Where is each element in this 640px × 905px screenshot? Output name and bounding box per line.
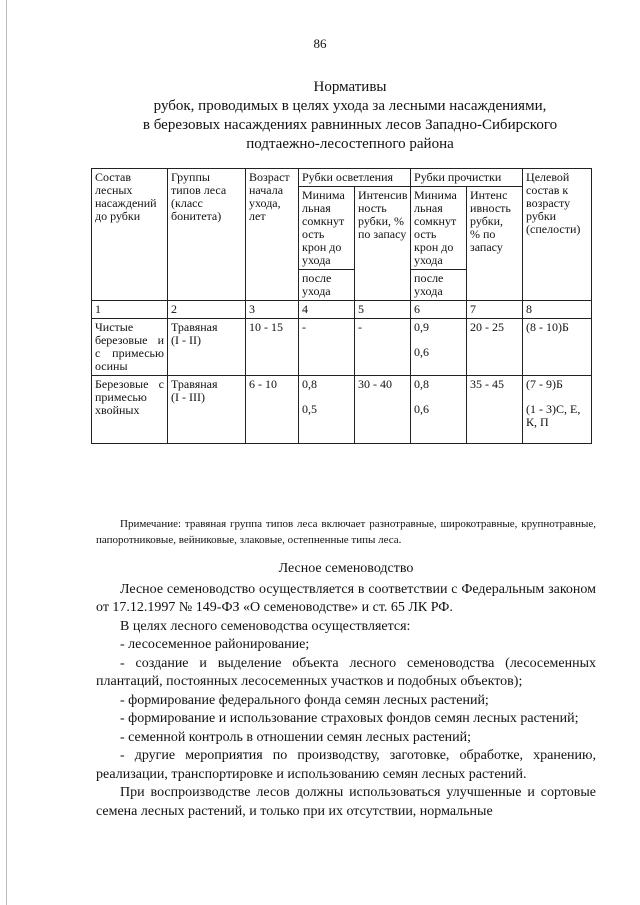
- cell-forest-type: Травяная (I - III): [168, 376, 246, 444]
- title-line-4: подтаежно-лесостепного района: [246, 136, 454, 152]
- header-target-composition: Целевой состав к возрасту рубки (спелости): [523, 169, 592, 301]
- list-item: - создание и выделение объекта лесного семеноводства (лесосеменных плантаций, постоянных лесосеменных участков и подобных объектов);: [96, 655, 596, 689]
- table-title: [60, 78, 640, 154]
- col-number: 8: [523, 301, 592, 319]
- col-number: 3: [246, 301, 299, 319]
- target-main: (8 - 10)Б: [526, 320, 569, 334]
- density-after: 0,6: [414, 402, 430, 416]
- title-line-1: Нормативы: [313, 79, 387, 95]
- target-admixture: (1 - 3)С, Е, К, П: [526, 402, 581, 429]
- header-row: [92, 169, 592, 187]
- table-row: [92, 319, 592, 376]
- cell-intensity-lightening: -: [355, 319, 411, 376]
- density-after: 0,6: [414, 345, 430, 359]
- col-number: 1: [92, 301, 168, 319]
- title-line-2: рубок, проводимых в целях ухода за лесными насаждениями,: [153, 98, 547, 114]
- cell-density-lightening: [299, 376, 355, 444]
- title-line-3: в березовых насаждениях равнинных лесов Западно-Сибирского: [142, 117, 558, 133]
- density-before: 0,8: [302, 377, 317, 391]
- cell-intensity-thinning: 20 - 25: [467, 319, 523, 376]
- list-item: - другие мероприятия по производству, заготовке, обработке, хранению, реализации, транспортировке и использованию семян лесных растений.: [96, 748, 596, 782]
- header-intensity-lightening: Интенсив ность рубки, % по запасу: [355, 187, 411, 301]
- header-min-density-lightening: Минима льная сомкнут ость крон до ухода: [299, 187, 355, 270]
- cell-min-density-lightening: -: [299, 319, 355, 376]
- list-item: - семенной контроль в отношении семян лесных растений;: [120, 729, 472, 745]
- scan-edge-line: [6, 0, 7, 905]
- paragraph: Лесное семеноводство осуществляется в соответствии с Федеральным законом от 17.12.1997 № 149-ФЗ «О семеноводстве» и ст. 65 ЛК РФ.: [96, 581, 596, 615]
- col-number: 5: [355, 301, 411, 319]
- col-number: 4: [299, 301, 355, 319]
- cell-composition: Березовые с примесью хвойных: [92, 376, 168, 444]
- cell-density-thinning: [411, 319, 467, 376]
- table-row: [92, 376, 592, 444]
- cell-age: 6 - 10: [246, 376, 299, 444]
- norms-table: [91, 168, 592, 444]
- cell-intensity-thinning: 35 - 45: [467, 376, 523, 444]
- cell-target: [523, 319, 592, 376]
- target-main: (7 - 9)Б: [526, 377, 563, 391]
- cell-intensity-lightening: 30 - 40: [355, 376, 411, 444]
- cell-target: [523, 376, 592, 444]
- list-item: - формирование и использование страховых фондов семян лесных растений;: [120, 711, 579, 726]
- list-item: - формирование федерального фонда семян лесных растений;: [120, 692, 489, 708]
- paragraph: В целях лесного семеноводства осуществляется:: [120, 618, 411, 634]
- header-lightening: Рубки осветления: [299, 169, 411, 187]
- list-item: - лесосеменное районирование;: [120, 637, 310, 652]
- density-before: 0,8: [414, 377, 430, 391]
- cell-composition: Чистые березовые и с примесью осины: [92, 319, 168, 376]
- col-number: 7: [467, 301, 523, 319]
- col-number: 6: [411, 301, 467, 319]
- header-min-density-thinning: Минима льная сомкнут ость крон до ухода: [411, 187, 467, 270]
- col-number: 2: [168, 301, 246, 319]
- cell-age: 10 - 15: [246, 319, 299, 376]
- cell-density-thinning: [411, 376, 467, 444]
- paragraph: При воспроизводстве лесов должны использоваться улучшенные и сортовые семена лесных растений, и только при их отсутствии, нормальные: [96, 785, 596, 819]
- density-before: 0,9: [414, 320, 430, 334]
- header-thinning: Рубки прочистки: [411, 169, 523, 187]
- density-after: 0,5: [302, 402, 317, 416]
- seed-section: [96, 560, 596, 821]
- table-note: Примечание: травяная группа типов леса включает разнотравные, широкотравные, крупнотравные, папоротниковые, вейниковые, злаковые, остепненные типы леса.: [96, 518, 596, 546]
- header-composition: Состав лесных насаждений до рубки: [92, 169, 168, 301]
- column-number-row: [92, 301, 592, 319]
- header-after-care-lightening: после ухода: [299, 270, 355, 301]
- header-after-care-thinning: после ухода: [411, 270, 467, 301]
- header-intensity-thinning: Интенс ивность рубки, % по запасу: [467, 187, 523, 301]
- page-number: 86: [313, 36, 327, 51]
- header-age: Возраст начала ухода, лет: [246, 169, 299, 301]
- header-forest-types: Группы типов леса (класс бонитета): [168, 169, 246, 301]
- cell-forest-type: Травяная (I - II): [168, 319, 246, 376]
- section-heading: Лесное семеноводство: [278, 561, 414, 576]
